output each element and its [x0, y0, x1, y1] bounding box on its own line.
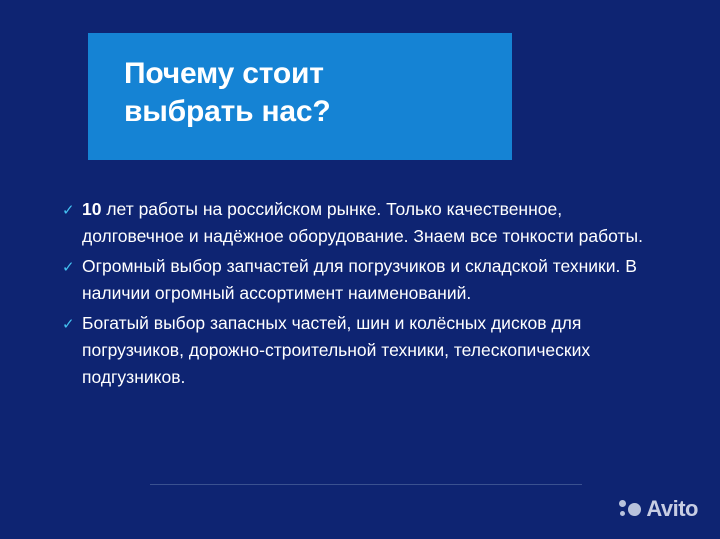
- list-item: [62, 253, 662, 307]
- title-line-1: Почему стоит: [124, 57, 324, 90]
- avito-logo-icon: [619, 499, 641, 519]
- bullet-list: [62, 196, 662, 394]
- check-icon: ✓: [62, 259, 75, 276]
- avito-watermark-label: Avito: [646, 496, 698, 521]
- list-item: [62, 310, 662, 391]
- footer-divider: [150, 484, 582, 485]
- check-icon: ✓: [62, 316, 75, 333]
- avito-watermark: [619, 496, 698, 522]
- check-icon: ✓: [62, 202, 75, 219]
- list-item-body: лет работы на российском рынке. Только качественное, долговечное и надёжное оборудование. Знаем все тонкости работы.: [82, 199, 643, 246]
- title-line-2: выбрать нас?: [124, 95, 331, 128]
- list-item-text: Богатый выбор запасных частей, шин и колёсных дисков для погрузчиков, дорожно-строительной техники, телескопических подгузников.: [82, 313, 591, 387]
- list-item-text: [82, 196, 662, 250]
- list-item-lead: 10: [82, 199, 102, 219]
- list-item: [62, 196, 662, 250]
- list-item-text: Огромный выбор запчастей для погрузчиков и складской техники. В наличии огромный ассортимент наименований.: [82, 256, 637, 303]
- title-box: [88, 33, 512, 160]
